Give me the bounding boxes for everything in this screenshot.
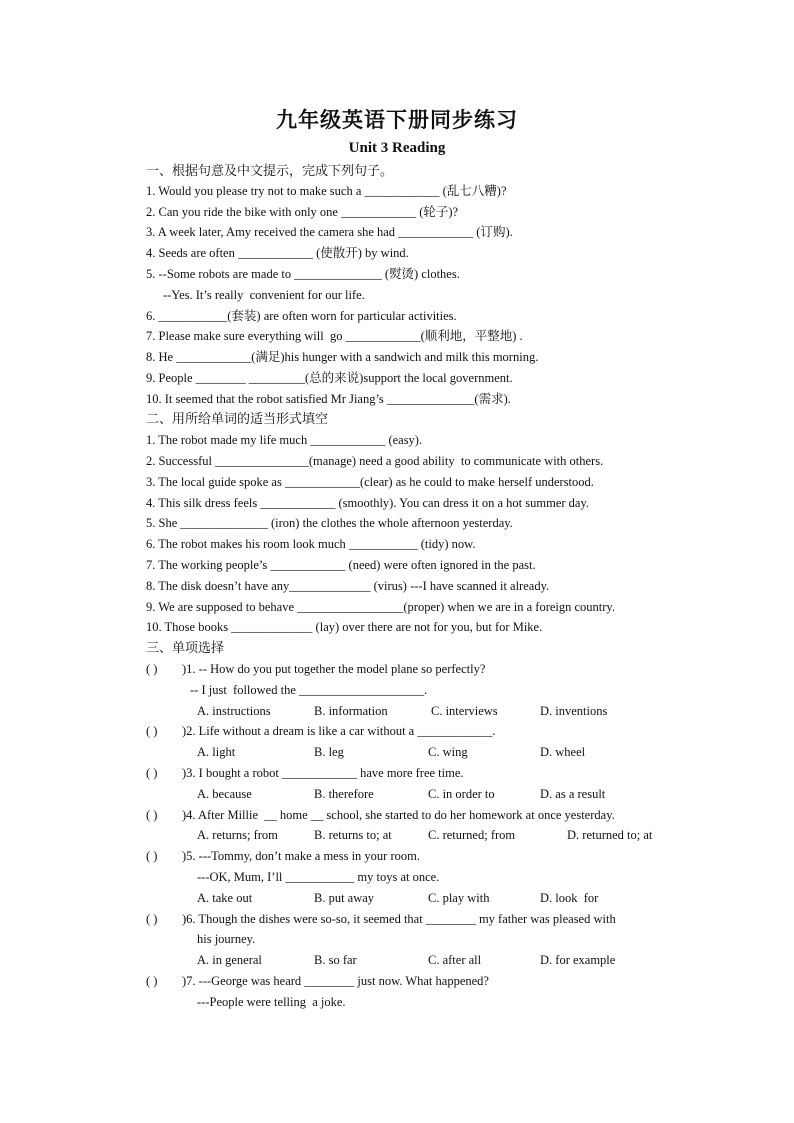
- s1-item: 4. Seeds are often ____________ (使散开) by wind.: [146, 246, 409, 260]
- option-c: C. in order to: [428, 787, 495, 801]
- question-stem: )3. I bought a robot ____________ have more free time.: [182, 766, 464, 780]
- option-a: A. take out: [197, 891, 253, 905]
- option-d: D. look for: [540, 891, 599, 905]
- option-a: A. in general: [197, 953, 262, 967]
- question-stem: )1. -- How do you put together the model plane so perfectly?: [182, 662, 486, 676]
- answer-blank: ( ): [146, 849, 158, 863]
- s1-item: 10. It seemed that the robot satisfied Mr Jiang’s ______________(需求).: [146, 392, 511, 406]
- s2-item: 7. The working people’s ____________ (need) were often ignored in the past.: [146, 558, 536, 572]
- option-b: B. leg: [314, 745, 344, 759]
- answer-blank: ( ): [146, 766, 158, 780]
- option-a: A. instructions: [197, 704, 271, 718]
- question-stem: )7. ---George was heard ________ just now. What happened?: [182, 974, 489, 988]
- option-b: B. therefore: [314, 787, 374, 801]
- s2-item: 3. The local guide spoke as ____________(clear) as he could to make herself understood.: [146, 475, 594, 489]
- section2-heading: 二、用所给单词的适当形式填空: [146, 411, 329, 426]
- option-c: C. wing: [428, 745, 468, 759]
- s1-item: 5. --Some robots are made to ______________ (熨烫) clothes.: [146, 267, 460, 281]
- option-a: A. light: [197, 745, 236, 759]
- answer-blank: ( ): [146, 808, 158, 822]
- page-title: 九年级英语下册同步练习: [276, 108, 518, 132]
- s2-item: 10. Those books _____________ (lay) over there are not for you, but for Mike.: [146, 620, 543, 634]
- answer-blank: ( ): [146, 662, 158, 676]
- s1-item: 7. Please make sure everything will go ____________(顺利地，平整地) .: [146, 329, 523, 343]
- s1-item: 3. A week later, Amy received the camera she had ____________ (订购).: [146, 225, 513, 239]
- question-cont: -- I just followed the ____________________.: [190, 683, 428, 697]
- s1-item: 2. Can you ride the bike with only one ____________ (轮子)?: [146, 205, 459, 219]
- question-cont: ---OK, Mum, I’ll ___________ my toys at once.: [197, 870, 440, 884]
- question-cont: ---People were telling a joke.: [197, 995, 346, 1009]
- question-stem: )2. Life without a dream is like a car without a ____________.: [182, 724, 496, 738]
- s2-item: 8. The disk doesn’t have any_____________ (virus) ---I have scanned it already.: [146, 579, 550, 593]
- question-stem: )6. Though the dishes were so-so, it seemed that ________ my father was pleased with: [182, 912, 616, 926]
- s1-item: --Yes. It’s really convenient for our life.: [163, 288, 365, 302]
- option-d: D. wheel: [540, 745, 586, 759]
- s1-item: 9. People ________ _________(总的来说)support the local government.: [146, 371, 513, 385]
- option-b: B. information: [314, 704, 388, 718]
- option-c: C. returned; from: [428, 828, 516, 842]
- option-d: D. as a result: [540, 787, 606, 801]
- question-stem: )4. After Millie __ home __ school, she started to do her homework at once yesterday.: [182, 808, 615, 822]
- s2-item: 9. We are supposed to behave _________________(proper) when we are in a foreign country.: [146, 600, 615, 614]
- question-cont: his journey.: [197, 932, 256, 946]
- s2-item: 5. She ______________ (iron) the clothes the whole afternoon yesterday.: [146, 516, 513, 530]
- option-a: A. because: [197, 787, 252, 801]
- s1-item: 1. Would you please try not to make such a ____________ (乱七八糟)?: [146, 184, 507, 198]
- s2-item: 1. The robot made my life much ____________ (easy).: [146, 433, 423, 447]
- page-subtitle: Unit 3 Reading: [348, 140, 446, 156]
- option-b: B. so far: [314, 953, 357, 967]
- option-a: A. returns; from: [197, 828, 278, 842]
- s1-item: 6. ___________(套装) are often worn for particular activities.: [146, 309, 457, 323]
- answer-blank: ( ): [146, 974, 158, 988]
- section3-heading: 三、单项选择: [146, 640, 225, 655]
- s2-item: 2. Successful _______________(manage) need a good ability to communicate with others.: [146, 454, 604, 468]
- section1-heading: 一、根据句意及中文提示，完成下列句子。: [146, 163, 394, 178]
- option-b: B. returns to; at: [314, 828, 392, 842]
- option-d: D. returned to; at: [567, 828, 653, 842]
- option-c: C. interviews: [431, 704, 498, 718]
- question-stem: )5. ---Tommy, don’t make a mess in your room.: [182, 849, 420, 863]
- option-d: D. for example: [540, 953, 616, 967]
- s2-item: 4. This silk dress feels ____________ (smoothly). You can dress it on a hot summer day.: [146, 496, 590, 510]
- option-c: C. play with: [428, 891, 490, 905]
- answer-blank: ( ): [146, 724, 158, 738]
- option-c: C. after all: [428, 953, 482, 967]
- s2-item: 6. The robot makes his room look much ___________ (tidy) now.: [146, 537, 476, 551]
- answer-blank: ( ): [146, 912, 158, 926]
- s1-item: 8. He ____________(满足)his hunger with a sandwich and milk this morning.: [146, 350, 539, 364]
- option-d: D. inventions: [540, 704, 608, 718]
- option-b: B. put away: [314, 891, 375, 905]
